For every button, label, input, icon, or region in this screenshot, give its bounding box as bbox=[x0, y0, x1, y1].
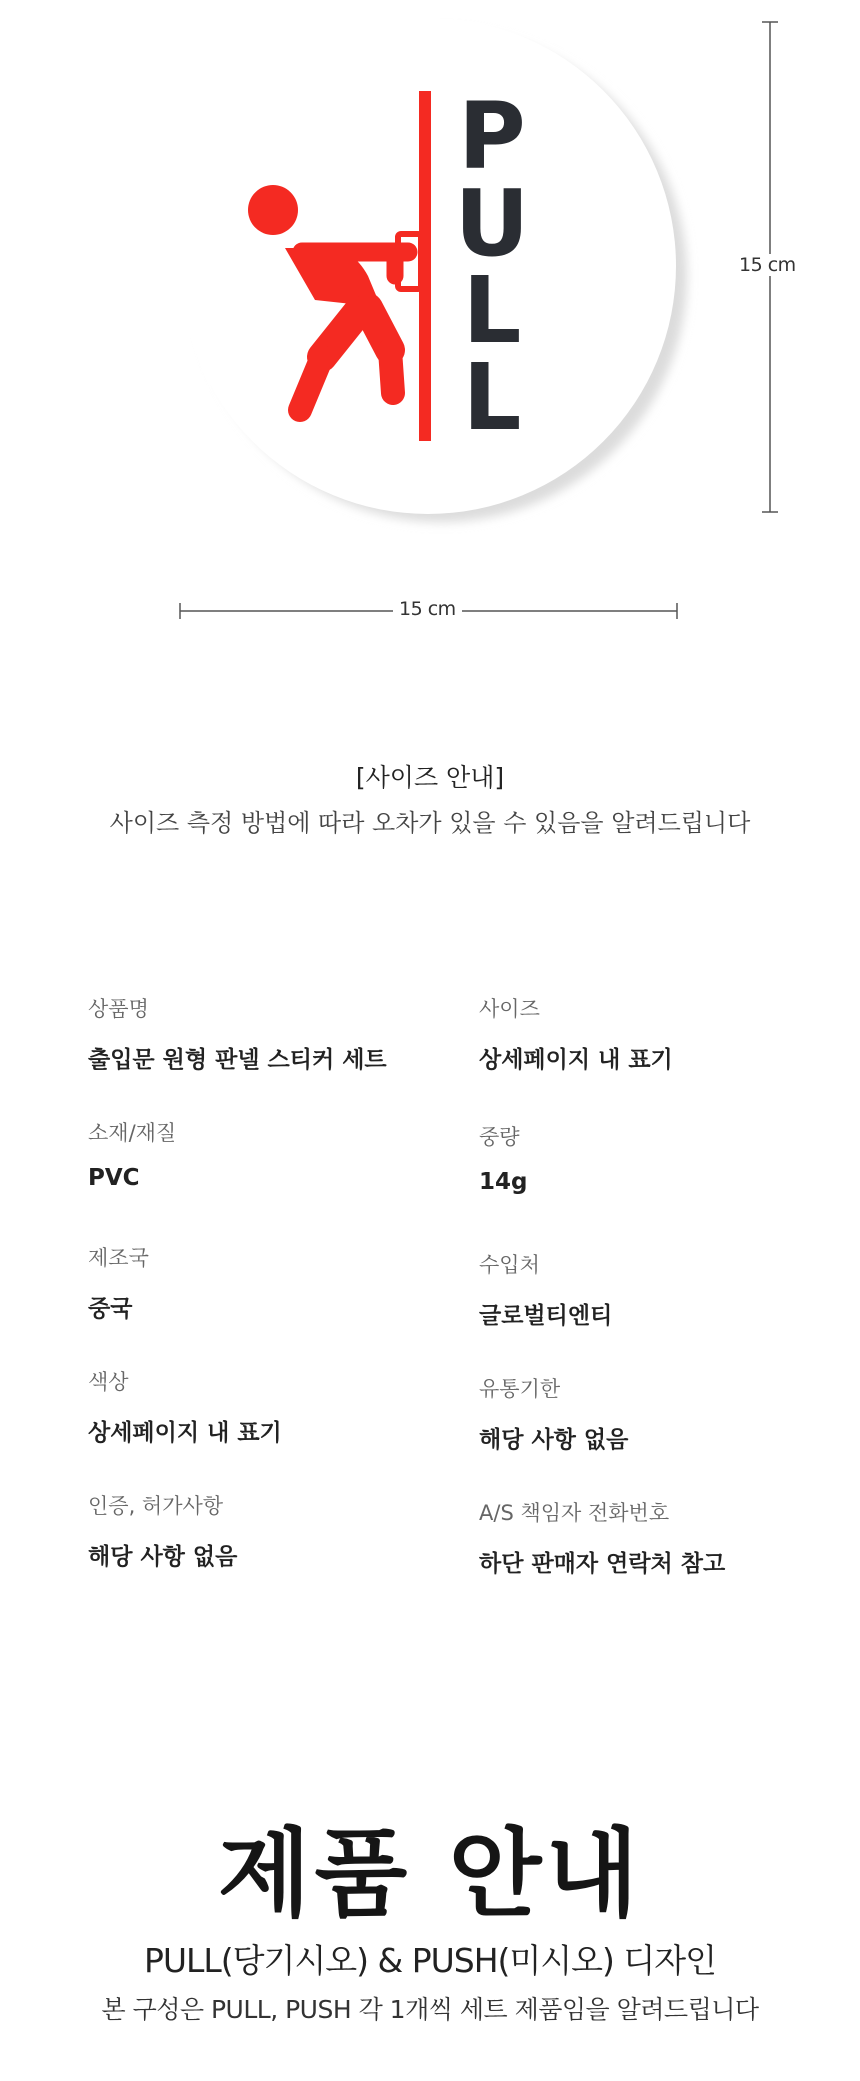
spec-value: PVC bbox=[88, 1165, 140, 1191]
pull-letter: L bbox=[462, 257, 522, 364]
spec-label: 소재/재질 bbox=[88, 1121, 177, 1145]
spec-label: 제조국 bbox=[88, 1246, 149, 1270]
spec-material bbox=[88, 1117, 468, 1191]
spec-value: 14g bbox=[479, 1169, 528, 1195]
product-info-title: 제품 안내 bbox=[217, 1818, 643, 1930]
spec-value: 글로벌티엔티 bbox=[479, 1303, 613, 1329]
size-notice-title: [사이즈 안내] bbox=[355, 763, 505, 792]
pull-letter: U bbox=[454, 170, 530, 277]
spec-weight bbox=[479, 1121, 859, 1195]
product-info-subtitle: PULL(당기시오) & PUSH(미시오) 디자인 bbox=[143, 1941, 717, 1980]
spec-label: 상품명 bbox=[88, 997, 149, 1021]
spec-country bbox=[88, 1242, 468, 1323]
spec-expiry bbox=[479, 1373, 859, 1454]
spec-product-name bbox=[88, 993, 468, 1074]
spec-value: 상세페이지 내 표기 bbox=[88, 1420, 282, 1446]
width-label: 15 cm bbox=[393, 598, 462, 620]
spec-label: 중량 bbox=[479, 1125, 520, 1149]
pull-letters bbox=[455, 83, 530, 451]
spec-label: 유통기한 bbox=[479, 1377, 561, 1401]
spec-as-contact bbox=[479, 1497, 859, 1578]
spec-label: 사이즈 bbox=[479, 997, 540, 1021]
product-info-description: 본 구성은 PULL, PUSH 각 1개씩 세트 제품임을 알려드립니다 bbox=[101, 1995, 759, 2024]
spec-label: 인증, 허가사항 bbox=[88, 1494, 224, 1518]
size-notice-description: 사이즈 측정 방법에 따라 오차가 있을 수 있음을 알려드립니다 bbox=[109, 809, 751, 837]
spec-value: 상세페이지 내 표기 bbox=[479, 1047, 673, 1073]
spec-value: 해당 사항 없음 bbox=[479, 1427, 629, 1453]
spec-label: A/S 책임자 전화번호 bbox=[479, 1501, 670, 1525]
spec-value: 하단 판매자 연락처 참고 bbox=[479, 1551, 726, 1577]
spec-size bbox=[479, 993, 859, 1074]
spec-label: 색상 bbox=[88, 1370, 129, 1394]
pull-letter: L bbox=[462, 344, 522, 451]
spec-value: 중국 bbox=[88, 1296, 133, 1322]
spec-label: 수입처 bbox=[479, 1253, 540, 1277]
spec-value: 출입문 원형 판넬 스티커 세트 bbox=[88, 1047, 387, 1073]
pull-sign-figure bbox=[0, 0, 860, 660]
spec-value: 해당 사항 없음 bbox=[88, 1544, 238, 1570]
height-label: 15 cm bbox=[733, 254, 802, 276]
spec-color bbox=[88, 1366, 468, 1447]
spec-importer bbox=[479, 1249, 859, 1330]
pull-letter: P bbox=[458, 83, 526, 190]
spec-certification bbox=[88, 1490, 468, 1571]
